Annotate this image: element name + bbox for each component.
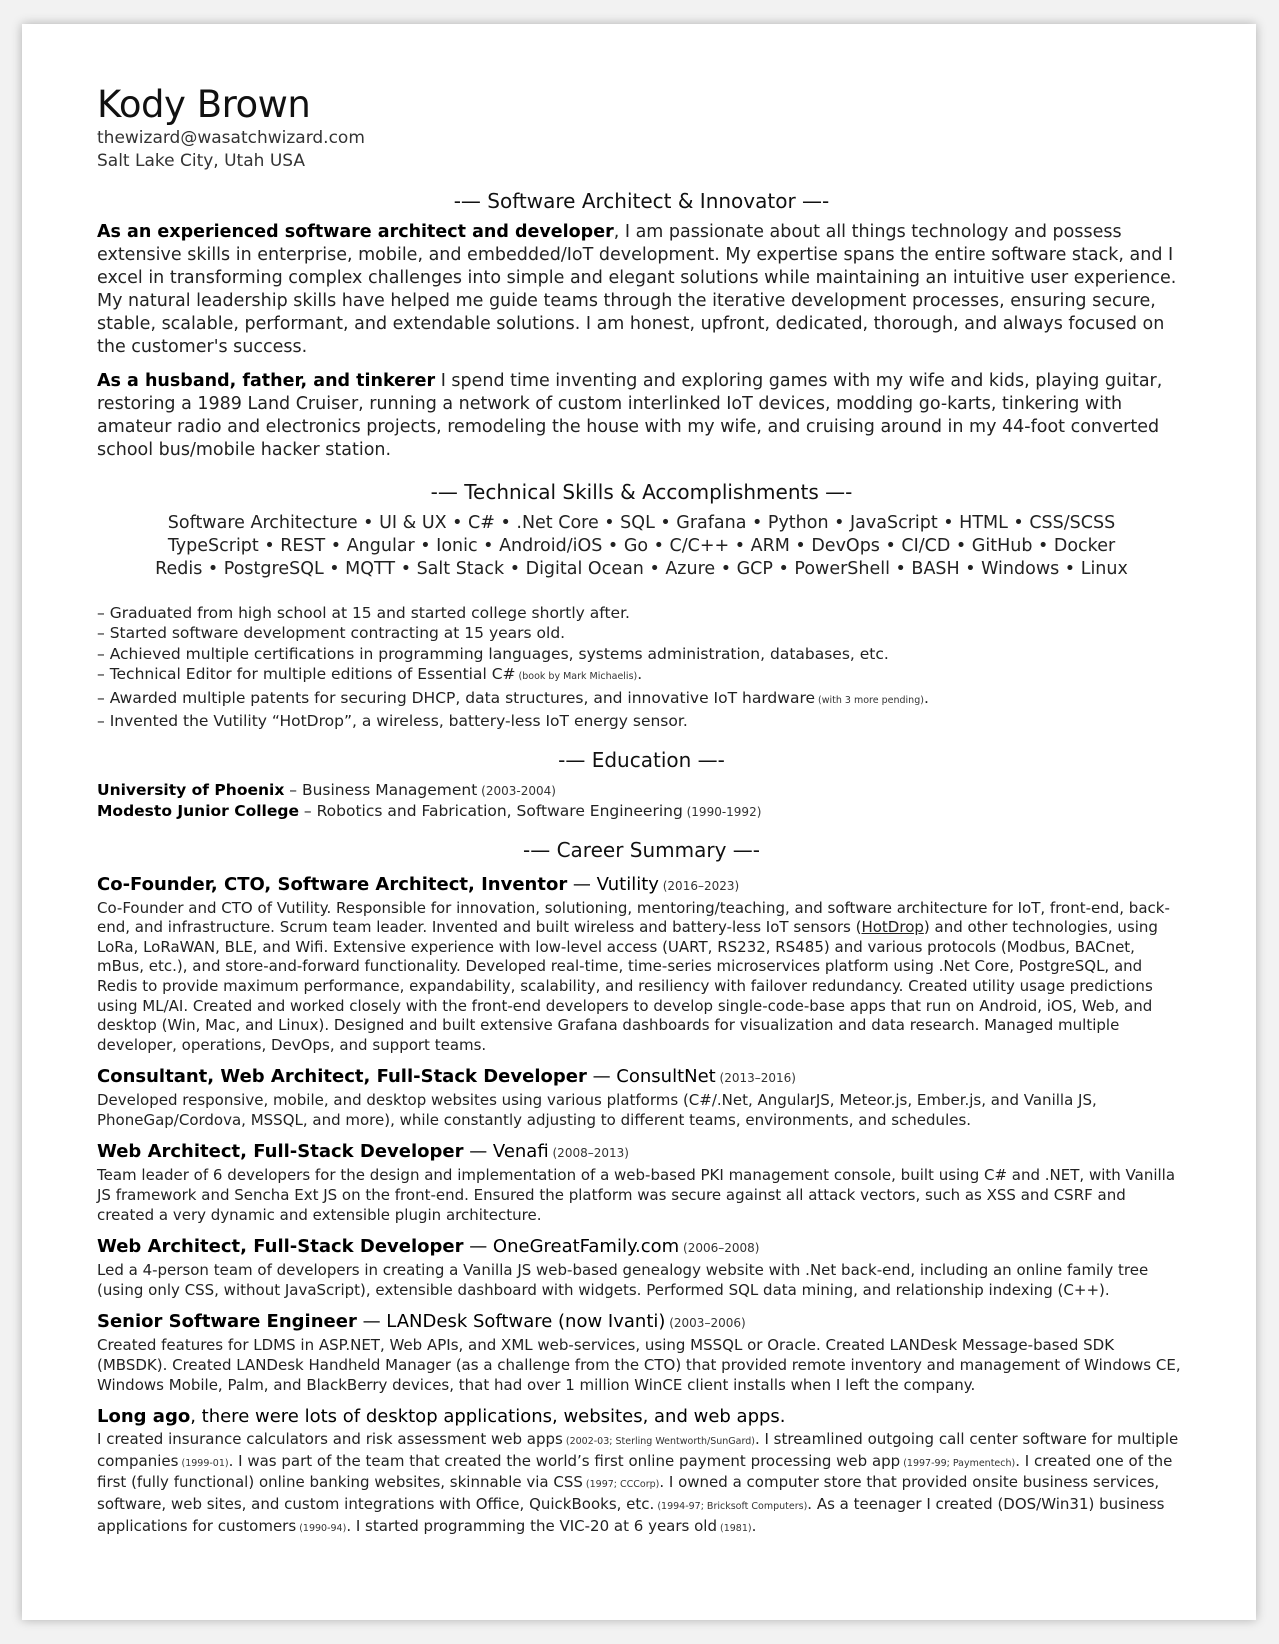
accomplishment-text: Achieved multiple certifications in programming languages, systems administration, databases, etc. [109,644,889,663]
job-title: Web Architect, Full-Stack Developer [97,1236,464,1258]
job-years: (2013–2016) [715,1071,796,1086]
job-years: (2016–2023) [658,878,740,893]
accomplishment-text: Invented the Vutility “HotDrop”, a wireless, battery-less IoT energy sensor. [109,712,688,731]
job-desc-text: ) and other technologies, using LoRa, LoRaWAN, BLE, and Wifi. Extensive experience with low-level access (UART, RS232, RS485) and various protocols (Modbus, BACnet, mBus, etc.), and store-and-forward functionality. Developed real-time, time-series microservices platform using .Net Core, PostgreSQL, and Redis to provide maximum performance, expandability, scalability, and resiliency with failover redundancy. Created utility usage predictions using ML/AI. Created and worked closely with the front-end developers to develop single-code-base apps that run on Android, iOS, Web, and desktop (Win, Mac, and Linux). Designed and built extensive Grafana dashboards for visualization and data research. Managed multiple developer, operations, DevOps, and support teams. [97,918,1158,1054]
education-program: – Robotics and Fabrication, Software Engineering [298,801,683,820]
skills-line: TypeScript • REST • Angular • Ionic • Android/iOS • Go • C/C++ • ARM • DevOps • CI/CD • GitHub • Docker [167,535,1116,556]
job-entry [97,872,1186,1056]
job-title: Co-Founder, CTO, Software Architect, Inventor [97,873,568,895]
history-text: . [751,1516,757,1535]
intro-lead-professional: As an experienced software architect and developer [97,221,614,242]
history-text: . I created one of the first (fully functional) online banking websites, skinnable via CSS [97,1451,1173,1492]
accomplishment-end: . [923,688,929,707]
accomplishment-item [97,603,1186,624]
section-title-skills: -— Technical Skills & Accomplishments —- [430,479,853,504]
job-title: Senior Software Engineer [97,1311,357,1333]
job-title: Web Architect, Full-Stack Developer [97,1141,464,1163]
job-desc-text: Co-Founder and CTO of Vutility. Responsible for innovation, solutioning, mentoring/teaching, and software architecture for IoT, front-end, back-end, and infrastructure. Scrum team leader. Invented and built wireless and battery-less IoT sensors ( [97,898,1170,937]
contact-location: Salt Lake City, Utah USA [97,150,306,171]
accomplishments-list [97,603,1186,732]
education-years: (2003-2004) [477,783,556,798]
skills-line: Software Architecture • UI & UX • C# • .Net Core • SQL • Grafana • Python • JavaScript • HTML • CSS/SCSS [167,512,1116,533]
section-title-architect: -— Software Architect & Innovator —- [453,188,830,213]
education-school: University of Phoenix [97,780,285,799]
job-header [97,1139,1186,1166]
history-text: . I streamlined outgoing call center software for multiple companies [97,1430,1179,1470]
candidate-name: Kody Brown [97,83,311,126]
education-entry [97,801,1186,822]
job-header [97,1234,1186,1261]
history-note: (1999-01) [178,1457,229,1469]
accomplishment-text: Technical Editor for multiple editions of Essential C# [109,665,516,684]
history-text: . I started programming the VIC-20 at 6 years old [346,1516,717,1535]
history-text: . I was part of the team that created the world’s first online payment processing web app [228,1451,901,1470]
history-text: . I owned a computer store that provided onsite business services, software, web sites, and custom integrations with Office, QuickBooks, etc. [97,1473,1160,1514]
job-entry [97,1309,1186,1395]
education-years: (1990-1992) [682,804,762,819]
education-school: Modesto Junior College [97,801,299,820]
job-header [97,1064,1186,1091]
job-company: — OneGreatFamily.com [463,1236,680,1258]
job-description: Developed responsive, mobile, and desktop websites using various platforms (C#/.Net, AngularJS, Meteor.js, Ember.js, and Vanilla JS, PhoneGap/Cordova, MSSQL, and more), while constantly adjusting to different teams, environments, and schedules. [97,1091,1097,1129]
job-header [97,872,1186,899]
accomplishment-note: (book by Mark Michaelis) [515,671,638,683]
job-description: Team leader of 6 developers for the design and implementation of a web-based PKI management console, built using C# and .NET, with Vanilla JS framework and Sencha Ext JS on the front-end. Ensured the platform was secure against all attack vectors, such as XSS and CSRF and created a very dynamic and extensible plugin architecture. [97,1166,1176,1224]
hotdrop-link[interactable]: HotDrop [861,918,924,937]
job-description [97,899,1186,1056]
skills-list [97,512,1186,581]
accomplishment-text: Started software development contracting at 15 years old. [109,624,566,643]
history-text: . As a teenager I created (DOS/Win31) business applications for customers [97,1495,1165,1535]
intro-text-professional: , I am passionate about all things technology and possess extensive skills in enterprise, mobile, and embedded/IoT development. My expertise spans the entire software stack, and I excel in transforming complex challenges into simple and elegant solutions while maintaining an intuitive user experience. My natural leadership skills have helped me guide teams through the iterative development processes, ensuring secure, stable, scalable, performant, and extendable solutions. I am honest, upfront, dedicated, thorough, and always focused on the customer's success. [97,221,1177,357]
job-entry [97,1234,1186,1300]
resume-page [22,24,1256,1620]
accomplishment-item [97,711,1186,732]
history-note: (2002-03; Sterling Wentworth/SunGard) [562,1436,755,1448]
history-note: (1981) [716,1522,752,1534]
job-company: — LANDesk Software (now Ivanti) [356,1311,666,1333]
skills-line: Redis • PostgreSQL • MQTT • Salt Stack • Digital Ocean • Azure • GCP • PowerShell • BASH • Windows • Linux [155,558,1128,579]
accomplishment-item [97,664,1186,688]
accomplishment-note: (with 3 more pending) [815,694,924,706]
accomplishment-item [97,688,1186,712]
accomplishment-item [97,623,1186,644]
long-ago-entry [97,1404,1186,1538]
job-years: (2006–2008) [679,1241,760,1256]
job-entry [97,1064,1186,1130]
job-entry [97,1139,1186,1225]
job-description: Created features for LDMS in ASP.NET, Web APIs, and XML web-services, using MSSQL or Oracle. Created LANDesk Message-based SDK (MBSDK). Created LANDesk Handheld Manager (as a challenge from the CTO) that provided remote inventory and management of Windows CE, Windows Mobile, Palm, and BlackBerry devices, that had over 1 million WinCE client installs when I left the company. [97,1336,1181,1394]
job-years: (2003–2006) [665,1316,746,1331]
job-years: (2008–2013) [548,1146,629,1161]
job-company: — Venafi [463,1141,549,1163]
job-description: Led a 4-person team of developers in creating a Vanilla JS web-based genealogy website with .Net back-end, including an online family tree (using only CSS, without JavaScript), extensible dashboard with widgets. Performed SQL data mining, and relationship indexing (C++). [97,1261,1149,1299]
job-title: Consultant, Web Architect, Full-Stack Developer [97,1066,587,1088]
long-ago-heading: , there were lots of desktop applications, websites, and web apps. [190,1406,786,1428]
intro-text-personal: I spend time inventing and exploring games with my wife and kids, playing guitar, restoring a 1989 Land Cruiser, running a network of custom interlinked IoT devices, modding go-karts, tinkering with amateur radio and electronics projects, remodeling the house with my wife, and cruising around in my 44-foot converted school bus/mobile hacker station. [97,370,1163,460]
accomplishment-text: Graduated from high school at 15 and started college shortly after. [109,603,630,622]
intro-paragraph-personal [97,370,1186,462]
history-note: (1994-97; Bricksoft Computers) [654,1501,808,1513]
history-note: (1997; CCCorp) [582,1479,660,1491]
job-company: — Vutility [567,873,659,895]
intro-lead-personal: As a husband, father, and tinkerer [97,370,436,391]
long-ago-lead: Long ago [97,1406,191,1428]
history-note: (1990-94) [296,1522,347,1534]
job-header [97,1309,1186,1336]
intro-paragraph-professional [97,221,1186,359]
long-ago-description [97,1430,1186,1538]
education-program: – Business Management [284,780,478,799]
long-ago-header [97,1404,1186,1430]
section-title-career: -— Career Summary —- [523,837,760,862]
education-entry [97,780,1186,801]
accomplishment-end: . [637,665,643,684]
accomplishment-text: Awarded multiple patents for securing DHCP, data structures, and innovative IoT hardware [109,688,816,707]
contact-email[interactable]: thewizard@wasatchwizard.com [97,127,365,148]
section-title-education: -— Education —- [558,747,725,772]
history-note: (1997-99; Paymentech) [900,1457,1016,1469]
job-company: — ConsultNet [586,1066,716,1088]
history-text: I created insurance calculators and risk assessment web apps [97,1430,563,1449]
accomplishment-item [97,644,1186,665]
